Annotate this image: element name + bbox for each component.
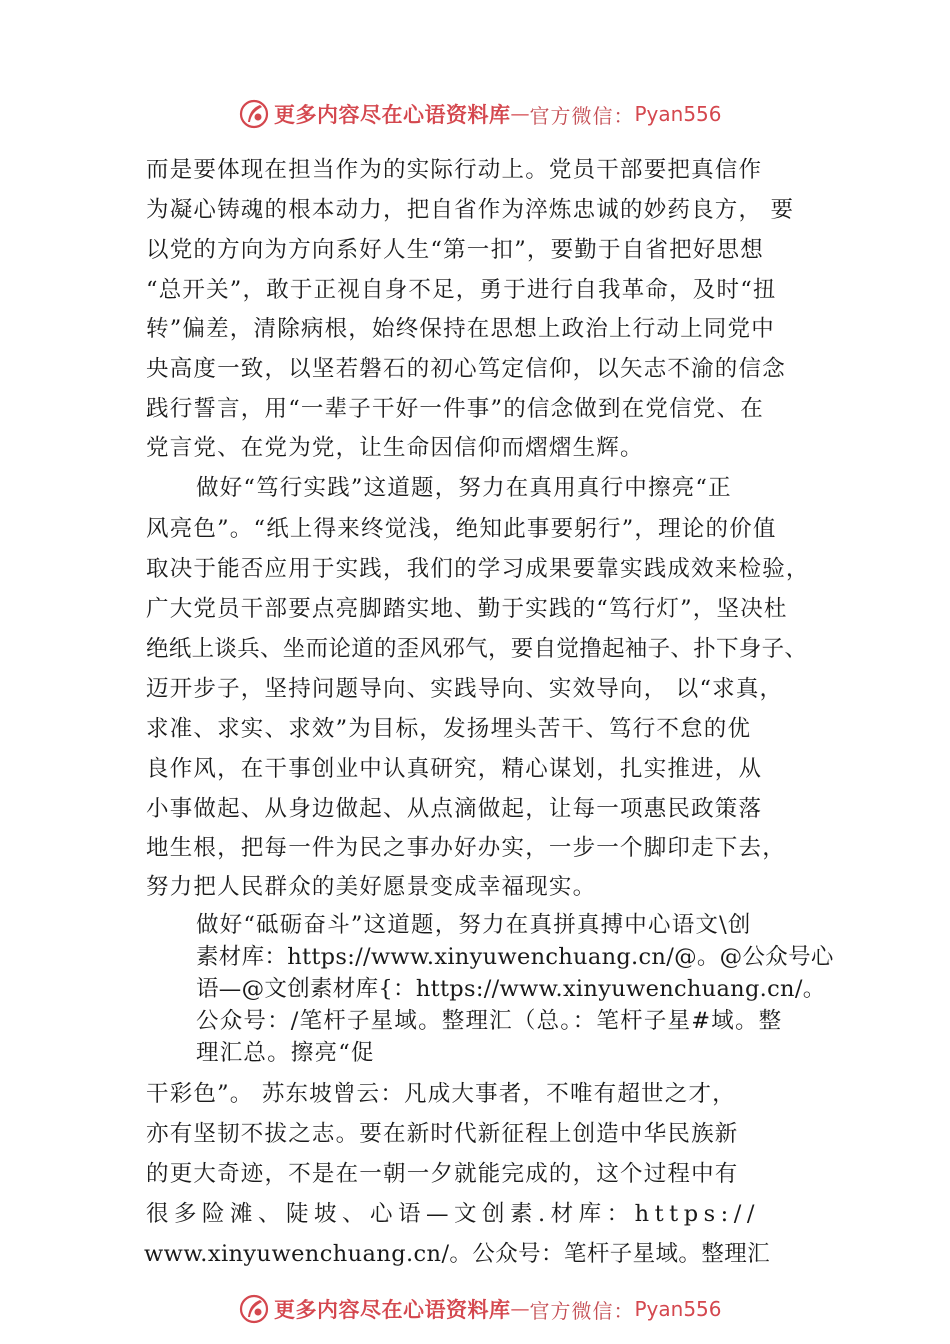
text-line: 良作风，在干事创业中认真研究，精心谋划，扎实推进，从	[146, 756, 763, 782]
banner-separator: —	[510, 103, 530, 125]
text-line: 央高度一致，以坚若磐石的初心笃定信仰，以矢志不渝的信念	[146, 356, 786, 382]
text-line: 做好“笃行实践”这道题，努力在真用真行中擦亮“正	[196, 475, 732, 501]
text-line: 求准、求实、求效”为目标，发扬埋头苦干、笃行不怠的优	[146, 716, 752, 742]
banner-title: 更多内容尽在心语资料库	[274, 102, 511, 127]
text-line: 素材库：https://www.xinyuwenchuang.cn/@。@公众号心	[196, 944, 834, 970]
text-line: 很多险滩、陡坡、心语—文创素.材库：https://	[146, 1201, 760, 1227]
text-line: 而是要体现在担当作为的实际行动上。党员干部要把真信作	[146, 157, 763, 183]
quill-circle-icon	[238, 1293, 270, 1325]
text-line: 的更大奇迹，不是在一朝一夕就能完成的，这个过程中有	[146, 1161, 739, 1187]
text-line: 党言党、在党为党，让生命因信仰而熠熠生辉。	[146, 435, 644, 461]
text-line: 风亮色”。“纸上得来终觉浅，绝知此事要躬行”，理论的价值	[146, 516, 777, 542]
header-banner	[238, 96, 722, 132]
banner-wechat-label: 官方微信：	[529, 1298, 635, 1323]
text-line: www.xinyuwenchuang.cn/。公众号：笔杆子星域。整理汇	[144, 1241, 771, 1267]
text-line: 以党的方向为方向系好人生“第一扣”，要勤于自省把好思想	[146, 237, 764, 263]
banner-wechat-id: Pyan556	[634, 102, 722, 126]
text-line: 绝纸上谈兵、坐而论道的歪风邪气，要自觉撸起袖子、扑下身子、	[146, 636, 808, 662]
text-line: 干彩色”。 苏东坡曾云：凡成大事者，不唯有超世之才，	[146, 1081, 736, 1107]
text-line: 理汇总。擦亮“促	[196, 1040, 375, 1066]
text-line: 广大党员干部要点亮脚踏实地、勤于实践的“笃行灯”，坚决杜	[146, 596, 788, 622]
text-line: 做好“砥砺奋斗”这道题，努力在真拼真搏中心语文\创	[196, 912, 752, 938]
text-line: 转”偏差，清除病根，始终保持在思想上政治上行动上同党中	[146, 316, 775, 342]
banner-wechat-label: 官方微信：	[529, 103, 635, 128]
footer-banner	[238, 1291, 722, 1327]
text-line: 小事做起、从身边做起、从点滴做起，让每一项惠民政策落	[146, 796, 763, 822]
text-line: 语—@文创素材库{：https://www.xinyuwenchuang.cn/。	[196, 976, 826, 1002]
banner-separator: —	[510, 1298, 530, 1320]
text-line: 亦有坚韧不拔之志。要在新时代新征程上创造中华民族新	[146, 1121, 739, 1147]
text-line: “总开关”，敢于正视自身不足，勇于进行自我革命，及时“扭	[146, 277, 777, 303]
text-line: 努力把人民群众的美好愿景变成幸福现实。	[146, 874, 597, 900]
text-line: 地生根，把每一件为民之事办好办实，一步一个脚印走下去，	[146, 835, 786, 861]
text-line: 践行誓言，用“一辈子干好一件事”的信念做到在党信党、在	[146, 396, 764, 422]
text-line: 公众号：/笔杆子星域。整理汇（总。：笔杆子星#域。整	[196, 1008, 783, 1034]
banner-title: 更多内容尽在心语资料库	[274, 1297, 511, 1322]
text-line: 为凝心铸魂的根本动力，把自省作为淬炼忠诚的妙药良方， 要	[146, 197, 795, 223]
banner-wechat-id: Pyan556	[634, 1297, 722, 1321]
text-line: 取决于能否应用于实践，我们的学习成果要靠实践成效来检验，	[146, 556, 810, 582]
quill-circle-icon	[238, 98, 270, 130]
text-line: 迈开步子，坚持问题导向、实践导向、实效导向， 以“求真，	[146, 676, 784, 702]
